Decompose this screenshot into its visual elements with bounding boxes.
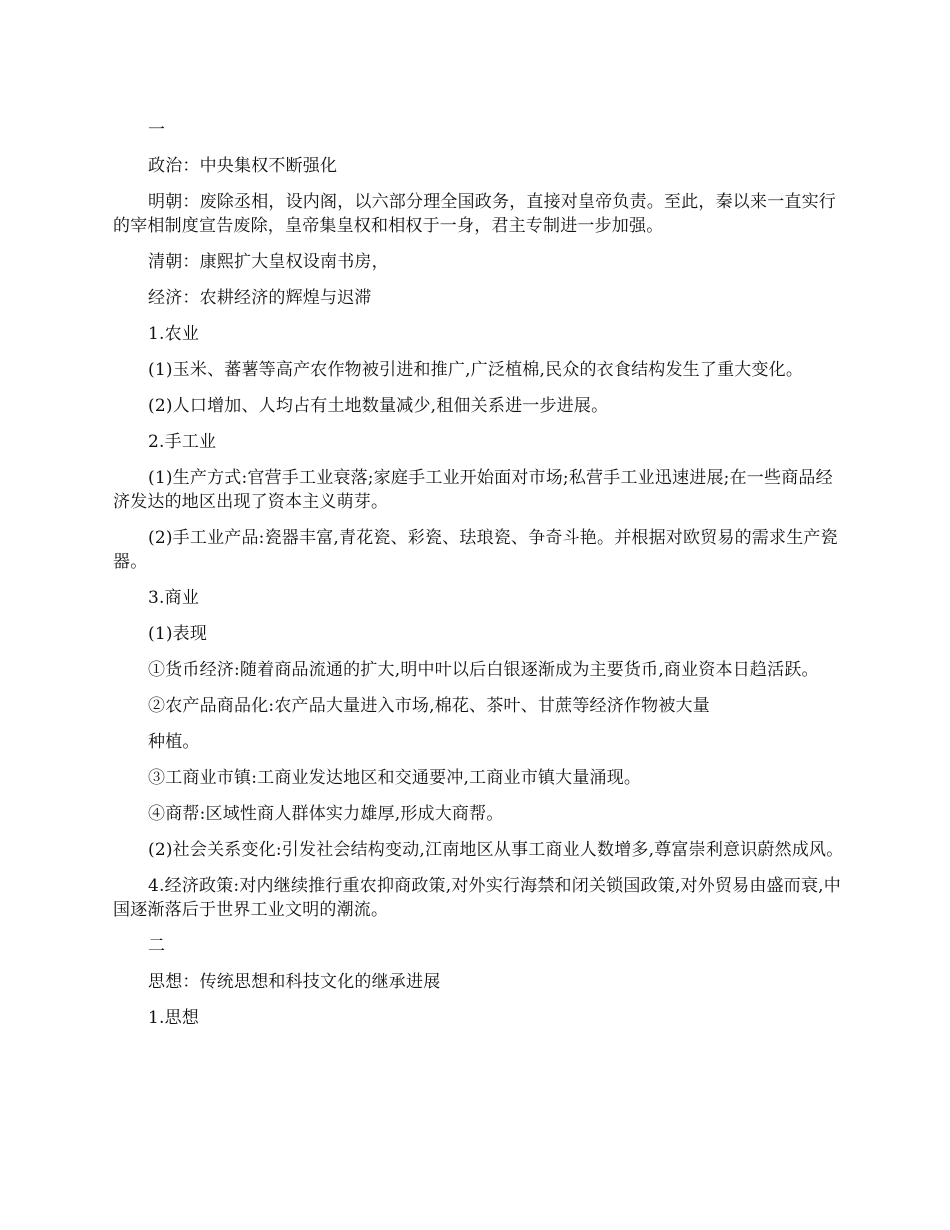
subsection-heading: 1.农业 (148, 324, 200, 344)
topic-heading: 政治：中央集权不断强化 (148, 156, 338, 176)
paragraph: 清朝：康熙扩大皇权设南书房， (148, 252, 389, 272)
paragraph: ②农产品商品化:农产品大量进入市场,棉花、茶叶、甘蔗等经济作物被大量 (148, 696, 710, 716)
paragraph: (2)人口增加、人均占有土地数量减少,租佃关系进一步进展。 (148, 396, 609, 416)
paragraph: 4.经济政策:对内继续推行重农抑商政策,对外实行海禁和闭关锁国政策,对外贸易由盛而衰,中国逐渐落后于世界工业文明的潮流。 (113, 876, 841, 920)
paragraph: ③工商业市镇:工商业发达地区和交通要冲,工商业市镇大量涌现。 (148, 768, 642, 788)
paragraph: (1)玉米、蕃薯等高产农作物被引进和推广,广泛植棉,民众的衣食结构发生了重大变化。 (148, 360, 804, 380)
section-heading: 一 (148, 120, 166, 140)
subsection-heading: 1.思想 (148, 1008, 200, 1028)
paragraph: (1)生产方式:官营手工业衰落;家庭手工业开始面对市场;私营手工业迅速进展;在一些商品经济发达的地区出现了资本主义萌芽。 (113, 468, 833, 512)
paragraph: 种植。 (148, 732, 200, 752)
list-heading: (1)表现 (148, 624, 208, 644)
paragraph: (2)社会关系变化:引发社会结构变动,江南地区从事工商业人数增多,尊富崇利意识蔚然成风。 (148, 840, 844, 860)
paragraph: (2)手工业产品:瓷器丰富,青花瓷、彩瓷、珐琅瓷、争奇斗艳。并根据对欧贸易的需求生产瓷器。 (113, 528, 838, 572)
topic-heading: 经济：农耕经济的辉煌与迟滞 (148, 288, 372, 308)
paragraph: ④商帮:区域性商人群体实力雄厚,形成大商帮。 (148, 804, 504, 824)
paragraph: ①货币经济:随着商品流通的扩大,明中叶以后白银逐渐成为主要货币,商业资本日趋活跃。 (148, 660, 819, 680)
document-page (113, 118, 848, 1042)
subsection-heading: 2.手工业 (148, 432, 217, 452)
paragraph: 明朝：废除丞相，设内阁，以六部分理全国政务，直接对皇帝负责。至此，秦以来一直实行的宰相制度宣告废除，皇帝集皇权和相权于一身，君主专制进一步加强。 (113, 192, 836, 236)
section-heading: 二 (148, 936, 166, 956)
topic-heading: 思想：传统思想和科技文化的继承进展 (148, 972, 441, 992)
subsection-heading: 3.商业 (148, 588, 200, 608)
